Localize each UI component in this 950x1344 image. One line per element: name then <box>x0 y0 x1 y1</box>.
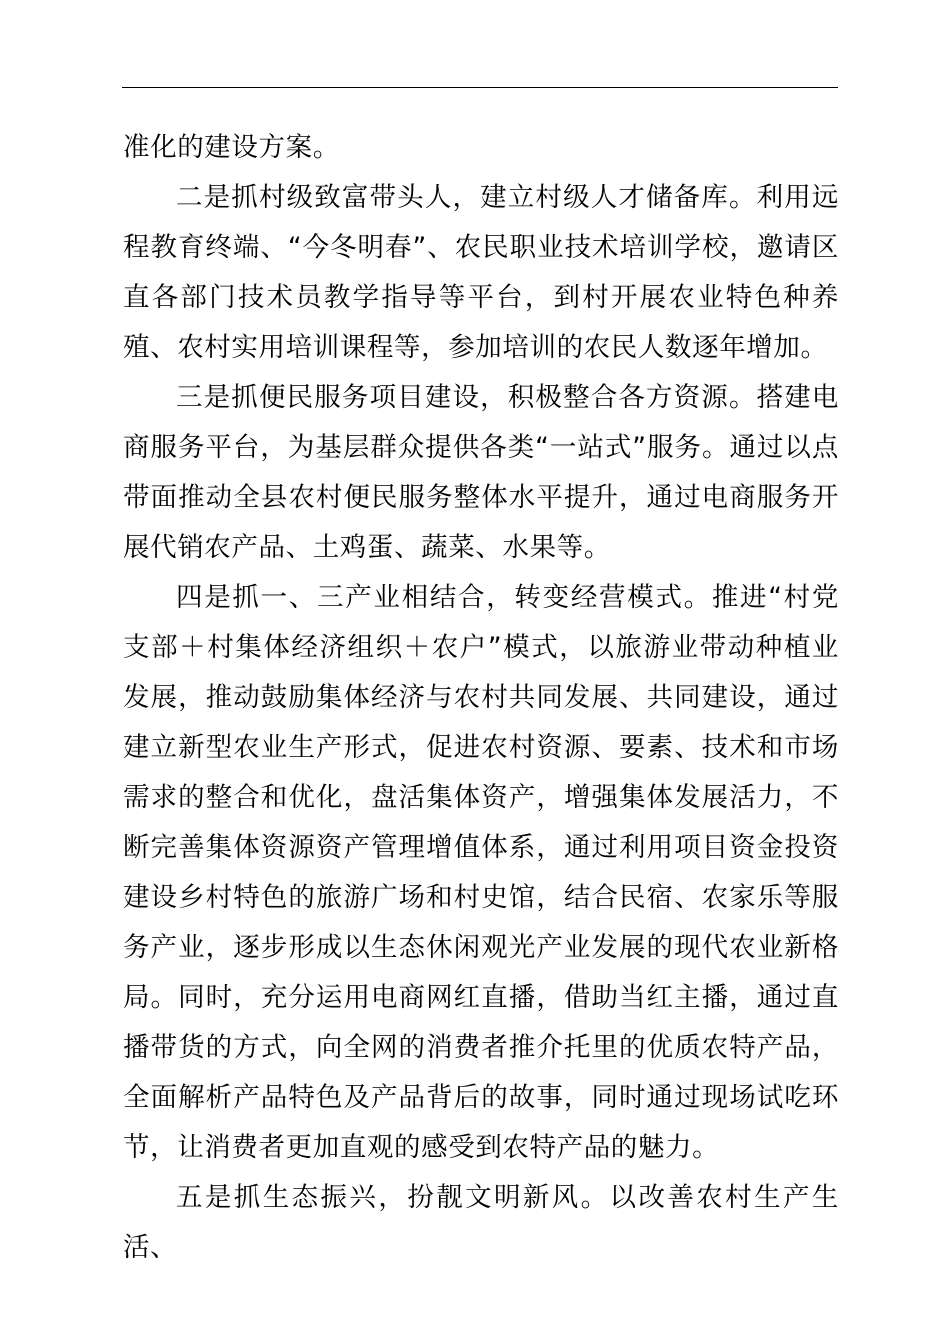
paragraph-continuation: 准化的建设方案。 <box>123 132 340 163</box>
document-body <box>123 123 839 1273</box>
paragraph-talent: 二是抓村级致富带头人，建立村级人才储备库。利用远程教育终端、“今冬明春”、农民职业技术培训学校，邀请区直各部门技术员教学指导等平台，到村开展农业特色种养殖、农村实用培训课程等，参加培训的农民人数逐年增加。 <box>123 182 839 363</box>
paragraph-industry: 四是抓一、三产业相结合，转变经营模式。推进“村党支部＋村集体经济组织＋农户”模式，以旅游业带动种植业发展，推动鼓励集体经济与农村共同发展、共同建设，通过建立新型农业生产形式，促进农村资源、要素、技术和市场需求的整合和优化，盘活集体资产，增强集体发展活力，不断完善集体资源资产管理增值体系，通过利用项目资金投资建设乡村特色的旅游广场和村史馆，结合民宿、农家乐等服务产业，逐步形成以生态休闲观光产业发展的现代农业新格局。同时，充分运用电商网红直播，借助当红主播，通过直播带货的方式，向全网的消费者推介托里的优质农特产品，全面解析产品特色及产品背后的故事，同时通过现场试吃环节，让消费者更加直观的感受到农特产品的魅力。 <box>123 582 839 1163</box>
paragraph-services: 三是抓便民服务项目建设，积极整合各方资源。搭建电商服务平台，为基层群众提供各类“一站式”服务。通过以点带面推动全县农村便民服务整体水平提升，通过电商服务开展代销农产品、土鸡蛋、蔬菜、水果等。 <box>123 382 839 563</box>
header-rule <box>122 87 838 88</box>
paragraph-ecology: 五是抓生态振兴，扮靓文明新风。以改善农村生产生活、 <box>123 1182 839 1263</box>
